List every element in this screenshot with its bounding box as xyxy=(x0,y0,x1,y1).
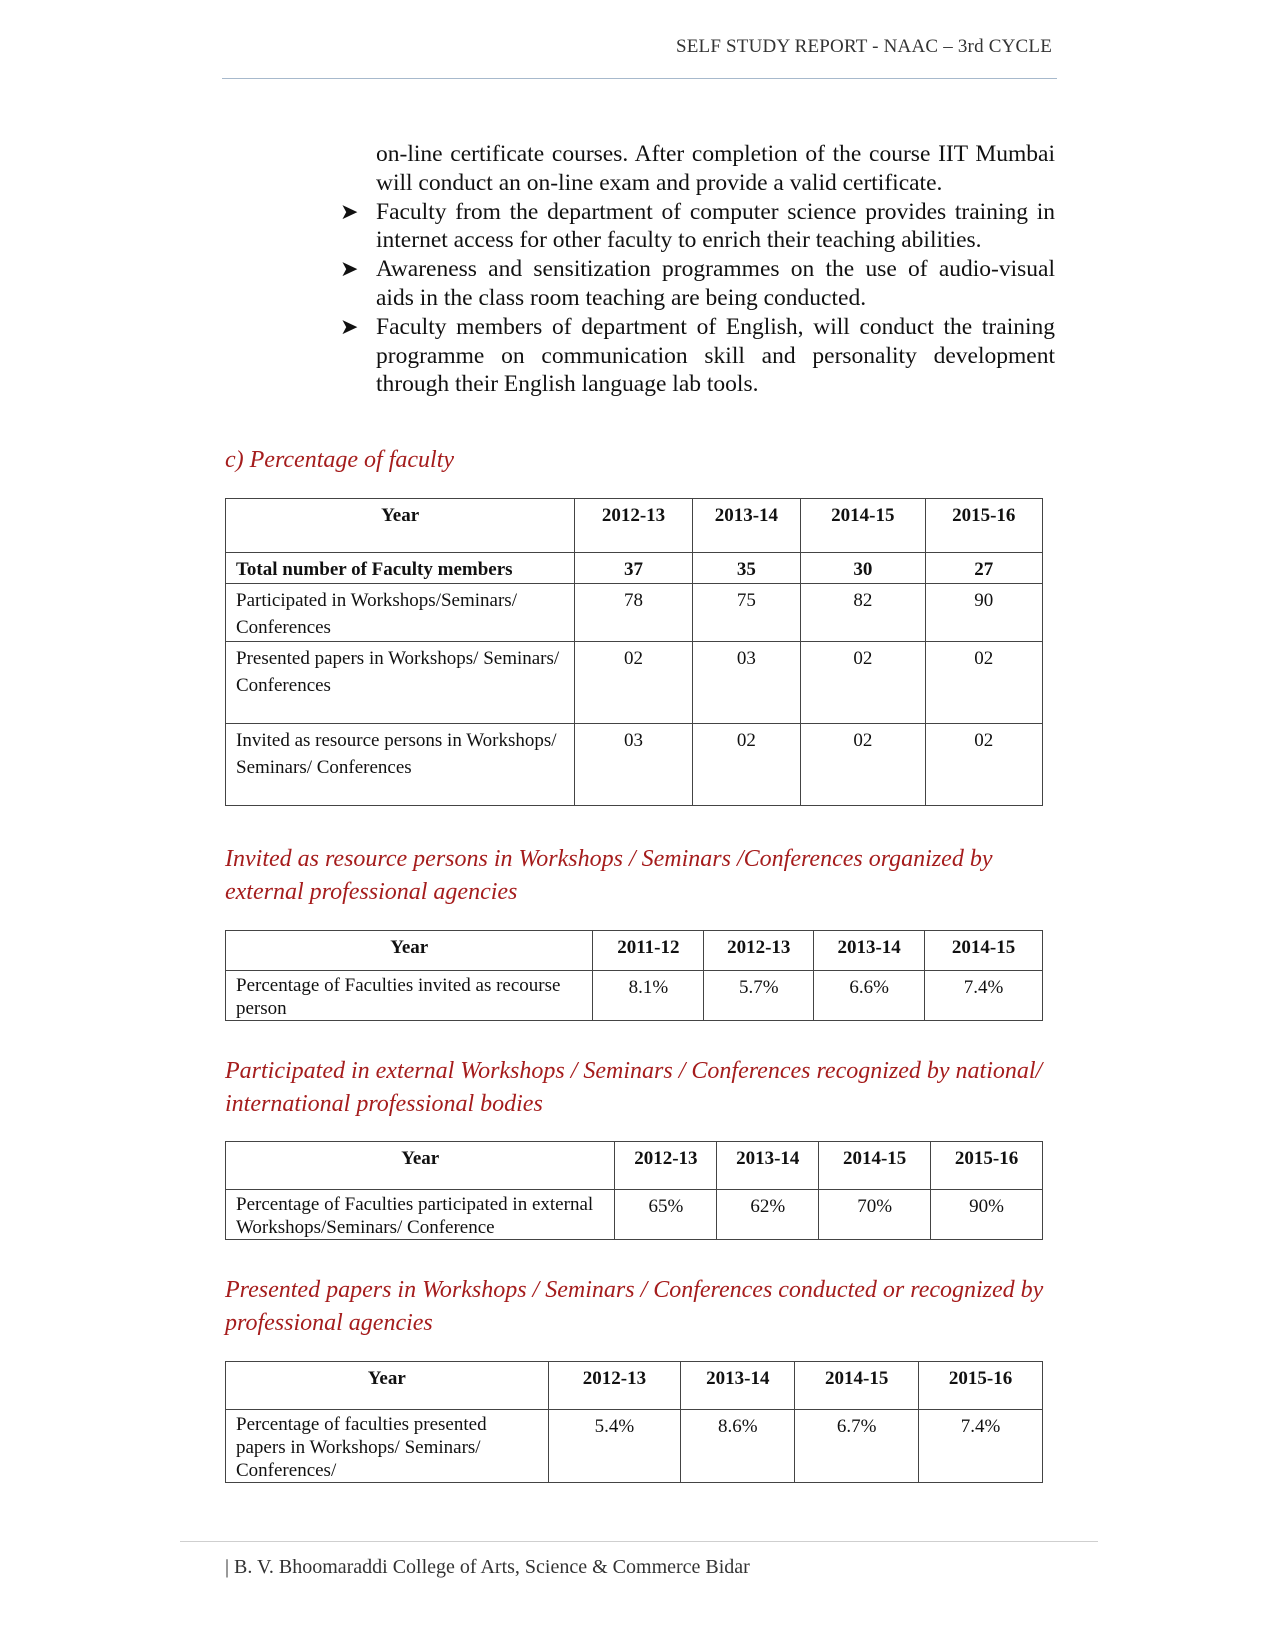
table-cell: 02 xyxy=(575,642,692,724)
header-cell: 2013-14 xyxy=(717,1142,819,1190)
header-cell: Year xyxy=(226,931,593,971)
table-cell: 02 xyxy=(692,724,800,806)
participated-section-title: Participated in external Workshops / Seminars / Conferences recognized by national/ international professional bodies xyxy=(225,1058,1043,1117)
table-cell: 37 xyxy=(575,553,692,584)
presented-table xyxy=(225,1361,1043,1483)
bullet-item xyxy=(340,255,1055,313)
invited-table xyxy=(225,930,1043,1021)
table-cell: 75 xyxy=(692,584,800,642)
section-c-title: c) Percentage of faculty xyxy=(225,447,455,473)
bullet-item xyxy=(340,198,1055,256)
table-cell: 02 xyxy=(801,642,925,724)
table-header-row xyxy=(226,1362,1043,1410)
bullet-item xyxy=(340,313,1055,399)
intro-continuation: on-line certificate courses. After completion of the course IIT Mumbai will conduct an on-line exam and provide a valid certificate. xyxy=(376,141,1055,196)
table-cell: 62% xyxy=(717,1190,819,1240)
table-cell: 65% xyxy=(615,1190,717,1240)
table-cell: 27 xyxy=(925,553,1042,584)
header-cell: 2014-15 xyxy=(801,499,925,553)
header-cell: Year xyxy=(226,499,575,553)
arrow-bullet-icon: ➤ xyxy=(340,256,359,282)
arrow-bullet-icon: ➤ xyxy=(340,198,359,224)
header-cell: 2013-14 xyxy=(681,1362,795,1410)
header-cell: 2014-15 xyxy=(819,1142,931,1190)
table-cell: 7.4% xyxy=(925,971,1043,1021)
table-cell: 90 xyxy=(925,584,1042,642)
header-cell: Year xyxy=(226,1362,549,1410)
row-label: Participated in Workshops/Seminars/ Conferences xyxy=(226,584,575,642)
table-cell: 02 xyxy=(925,642,1042,724)
table-cell: 5.7% xyxy=(704,971,814,1021)
row-label: Percentage of Faculties participated in external Workshops/Seminars/ Conference xyxy=(226,1190,615,1240)
page-footer: | B. V. Bhoomaraddi College of Arts, Science & Commerce Bidar xyxy=(225,1556,750,1578)
arrow-bullet-icon: ➤ xyxy=(340,313,359,339)
table-cell: 5.4% xyxy=(548,1410,681,1483)
header-cell: Year xyxy=(226,1142,615,1190)
table-cell: 03 xyxy=(692,642,800,724)
table-row xyxy=(226,553,1043,584)
participated-table xyxy=(225,1141,1043,1240)
header-cell: 2014-15 xyxy=(925,931,1043,971)
header-cell: 2012-13 xyxy=(704,931,814,971)
bullet-text: Faculty from the department of computer science provides training in internet access for other faculty to enrich their teaching abilities. xyxy=(376,198,1055,254)
table-row xyxy=(226,1410,1043,1483)
invited-section-title: Invited as resource persons in Workshops / Seminars /Conferences organized by external professional agencies xyxy=(225,846,993,905)
table-cell: 70% xyxy=(819,1190,931,1240)
table-row xyxy=(226,584,1043,642)
header-cell: 2013-14 xyxy=(692,499,800,553)
table-cell: 30 xyxy=(801,553,925,584)
table-cell: 90% xyxy=(931,1190,1043,1240)
header-cell: 2011-12 xyxy=(593,931,704,971)
table-cell: 8.6% xyxy=(681,1410,795,1483)
table-cell: 6.6% xyxy=(814,971,925,1021)
row-label: Total number of Faculty members xyxy=(226,553,575,584)
row-label: Invited as resource persons in Workshops/ Seminars/ Conferences xyxy=(226,724,575,806)
table-header-row xyxy=(226,931,1043,971)
faculty-percentage-table xyxy=(225,498,1043,806)
header-cell: 2013-14 xyxy=(814,931,925,971)
table-row xyxy=(226,642,1043,724)
header-cell: 2015-16 xyxy=(931,1142,1043,1190)
header-divider xyxy=(222,78,1057,79)
header-cell: 2015-16 xyxy=(925,499,1042,553)
table-cell: 02 xyxy=(801,724,925,806)
header-cell: 2012-13 xyxy=(615,1142,717,1190)
table-cell: 02 xyxy=(925,724,1042,806)
table-row xyxy=(226,724,1043,806)
table-cell: 8.1% xyxy=(593,971,704,1021)
bullet-text: Awareness and sensitization programmes on the use of audio-visual aids in the class room teaching are being conducted. xyxy=(376,256,1055,311)
table-header-row xyxy=(226,1142,1043,1190)
table-row xyxy=(226,1190,1043,1240)
table-cell: 6.7% xyxy=(795,1410,919,1483)
footer-divider xyxy=(180,1541,1098,1542)
table-cell: 78 xyxy=(575,584,692,642)
table-row xyxy=(226,971,1043,1021)
presented-section-title: Presented papers in Workshops / Seminars / Conferences conducted or recognized by professional agencies xyxy=(225,1277,1044,1336)
row-label: Percentage of faculties presented papers in Workshops/ Seminars/ Conferences/ xyxy=(226,1410,549,1483)
header-cell: 2014-15 xyxy=(795,1362,919,1410)
row-label: Presented papers in Workshops/ Seminars/ Conferences xyxy=(226,642,575,724)
header-cell: 2012-13 xyxy=(575,499,692,553)
header-cell: 2015-16 xyxy=(919,1362,1043,1410)
row-label: Percentage of Faculties invited as recourse person xyxy=(226,971,593,1021)
bullet-list xyxy=(340,140,1055,399)
table-cell: 7.4% xyxy=(919,1410,1043,1483)
table-header-row xyxy=(226,499,1043,553)
table-cell: 35 xyxy=(692,553,800,584)
table-cell: 03 xyxy=(575,724,692,806)
table-cell: 82 xyxy=(801,584,925,642)
header-cell: 2012-13 xyxy=(548,1362,681,1410)
page-header-title: SELF STUDY REPORT - NAAC – 3rd CYCLE xyxy=(675,36,1052,57)
bullet-text: Faculty members of department of English, will conduct the training programme on communication skill and personality development through their English language lab tools. xyxy=(376,313,1055,398)
